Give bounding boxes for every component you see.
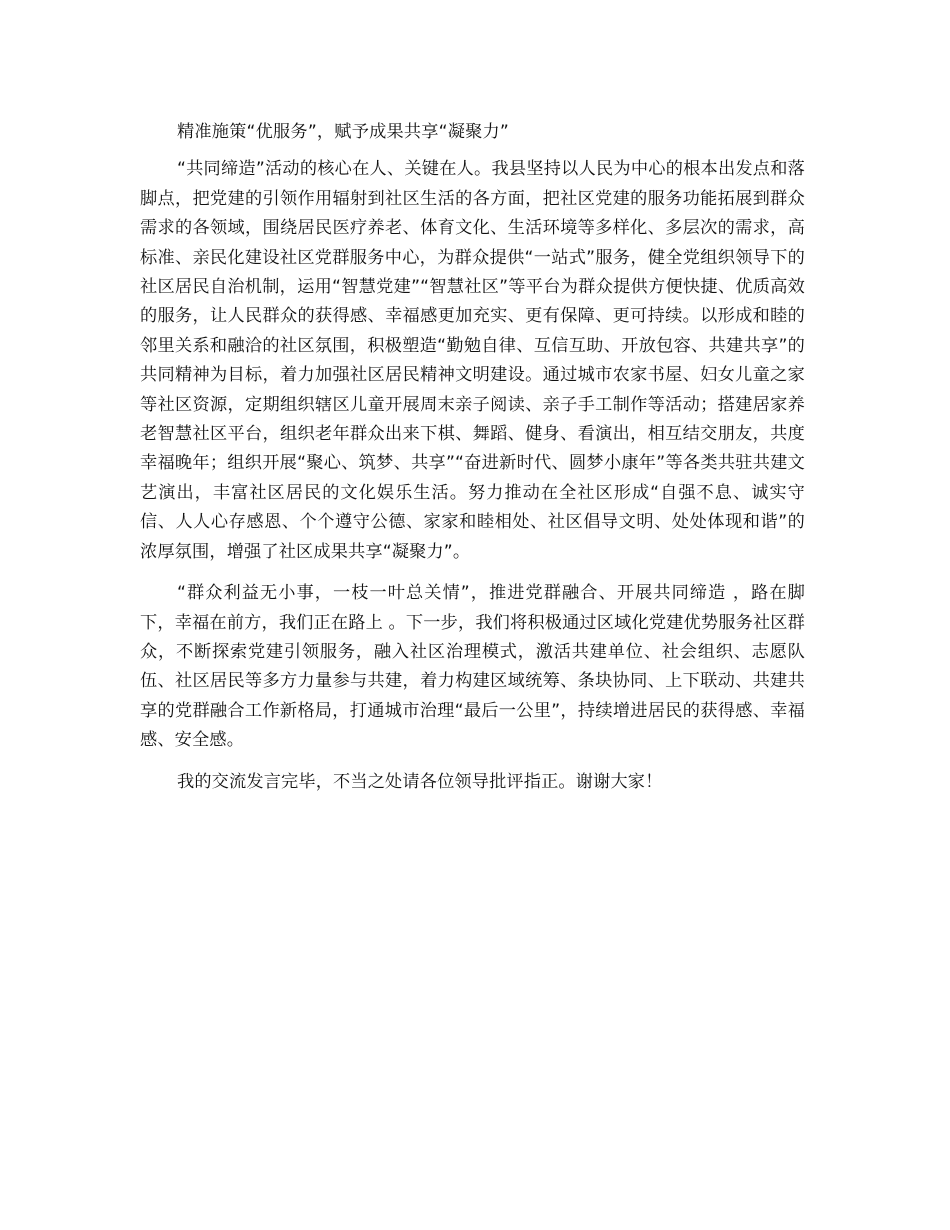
paragraph-next-steps: “群众利益无小事，一枝一叶总关情”，推进党群融合、开展共同缔造 ，路在脚下，幸福在前方，我们正在路上 。下一步，我们将积极通过区域化党建优势服务社区群众，不断探索党建引领服务，融入社区治理模式，激活共建单位、社会组织、志愿队伍、社区居民等多方力量参与共建，着力构建区域统筹、条块协同、上下联动、共建共享的党群融合工作新格局，打通城市治理“最后一公里”，持续增进居民的获得感、幸福感、安全感。 (140, 583, 805, 751)
document-body (140, 118, 805, 797)
paragraph-community-services: “共同缔造”活动的核心在人、关键在人。我县坚持以人民为中心的根本出发点和落脚点，把党建的引领作用辐射到社区生活的各方面，把社区党建的服务功能拓展到群众需求的各领域，围绕居民医疗养老、体育文化、生活环境等多样化、多层次的需求，高标准、亲民化建设社区党群服务中心，为群众提供“一站式”服务，健全党组织领导下的社区居民自治机制，运用“智慧党建”“智慧社区”等平台为群众提供方便快捷、优质高效的服务，让人民群众的获得感、幸福感更加充实、更有保障、更可持续。以形成和睦的邻里关系和融洽的社区氛围，积极塑造“勤勉自律、互信互助、开放包容、共建共享”的共同精神为目标，着力加强社区居民精神文明建设。通过城市农家书屋、妇女儿童之家等社区资源，定期组织辖区儿童开展周末亲子阅读、亲子手工制作等活动；搭建居家养老智慧社区平台，组织老年群众出来下棋、舞蹈、健身、看演出，相互结交朋友，共度幸福晚年；组织开展“聚心、筑梦、共享”“奋进新时代、圆梦小康年”等各类共驻共建文艺演出，丰富社区居民的文化娱乐生活。努力推动在全社区形成“自强不息、诚实守信、人人心存感恩、个个遵守公德、家家和睦相处、社区倡导文明、处处体现和谐”的浓厚氛围，增强了社区成果共享“凝聚力”。 (140, 159, 805, 562)
section-heading: 精准施策“优服务”，赋予成果共享“凝聚力” (177, 122, 510, 142)
closing-remarks: 我的交流发言完毕，不当之处请各位领导批评指正。谢谢大家！ (177, 771, 663, 792)
